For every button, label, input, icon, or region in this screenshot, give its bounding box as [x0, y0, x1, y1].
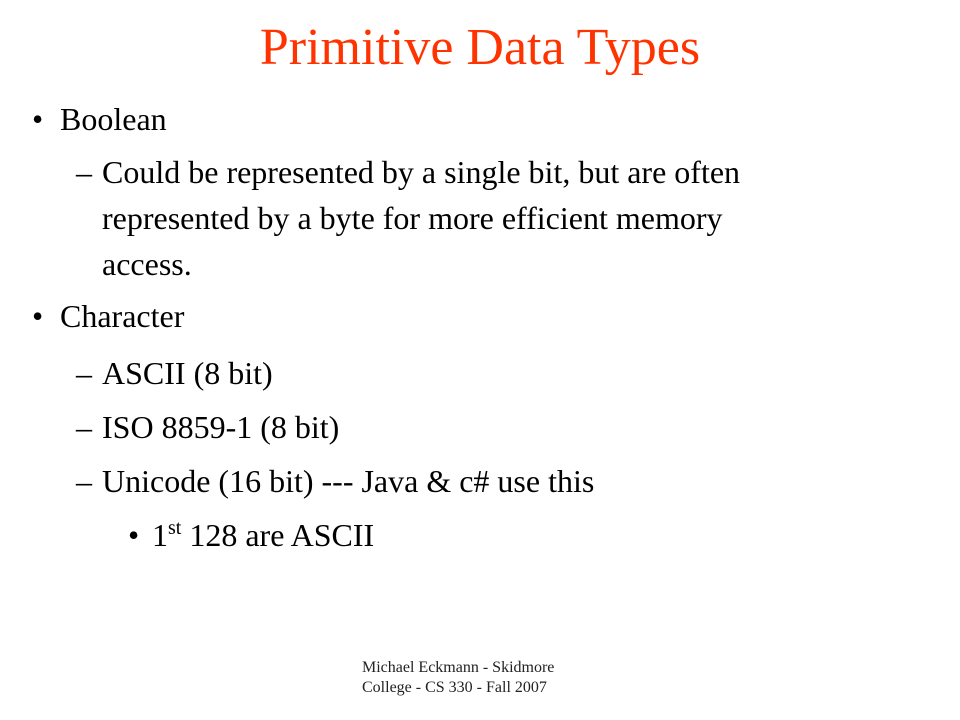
bullet-marker: • [32, 298, 44, 334]
bullet-marker: • [128, 517, 140, 553]
ordinal-number: 1 [152, 517, 168, 553]
ordinal-superscript: st [168, 517, 182, 539]
dash-marker: – [76, 154, 92, 190]
sub-bullet-text: ISO 8859-1 (8 bit) [102, 409, 340, 445]
slide-footer [362, 658, 662, 698]
sub-bullet-text: Could be represented by a single bit, but are often [102, 154, 741, 190]
bullet-label-boolean: Boolean [60, 101, 167, 137]
dash-marker: – [76, 463, 92, 499]
footer-line-2: College - CS 330 - Fall 2007 [362, 679, 547, 696]
sub-sub-bullet-text [152, 513, 374, 557]
footer-line-1: Michael Eckmann - Skidmore [362, 659, 555, 676]
ordinal-rest: 128 are ASCII [181, 517, 375, 553]
sub-bullet-text: ASCII (8 bit) [102, 355, 273, 391]
dash-marker: – [76, 409, 92, 445]
bullet-label-character: Character [60, 298, 185, 334]
sub-bullet-text: Unicode (16 bit) --- Java & c# use this [102, 463, 595, 499]
sub-bullet-text: access. [102, 246, 192, 282]
dash-marker: – [76, 355, 92, 391]
bullet-marker: • [32, 101, 44, 137]
sub-bullet-text: represented by a byte for more efficient memory [102, 200, 723, 236]
slide-title: Primitive Data Types [259, 19, 701, 76]
